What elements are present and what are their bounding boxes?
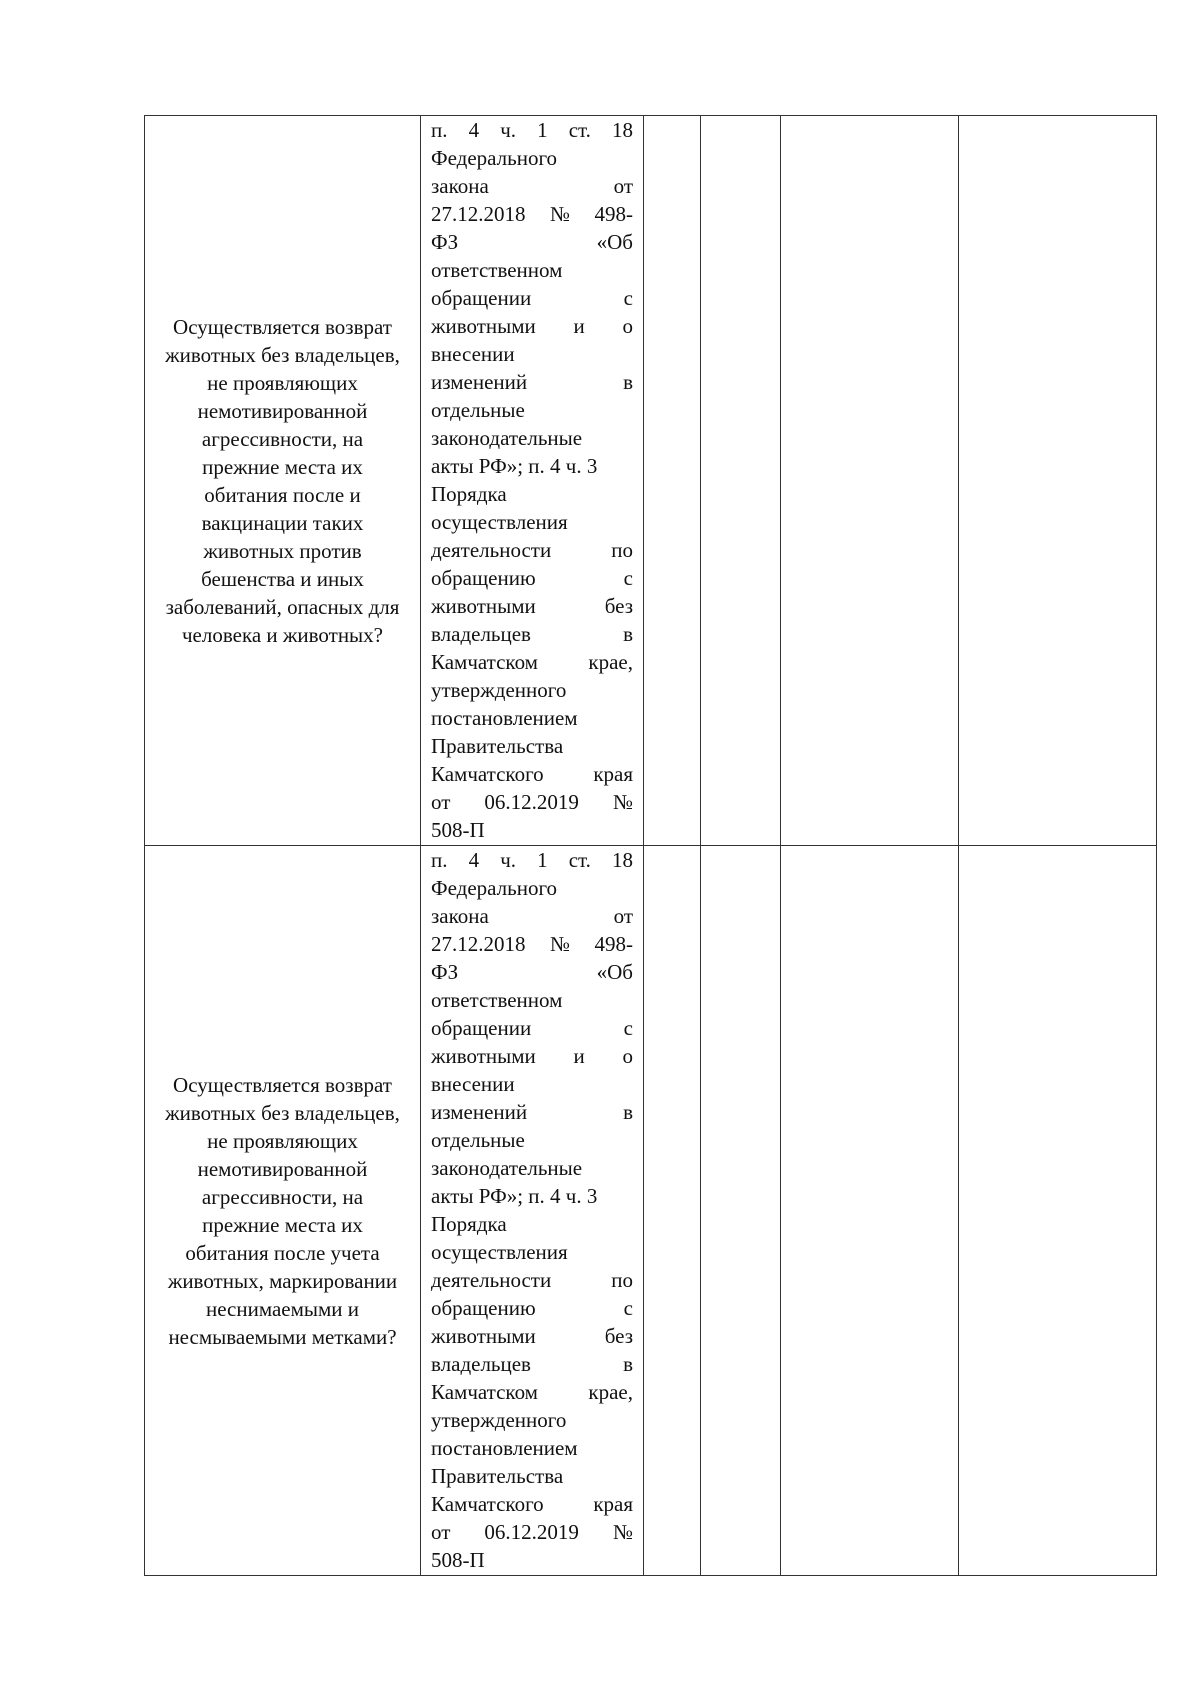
legal-basis-word: законодательные — [431, 426, 583, 450]
legal-basis-word: 18 — [611, 118, 633, 142]
legal-basis-word: Камчатского — [431, 762, 544, 786]
legal-basis-word: утвержденного — [431, 678, 567, 702]
legal-basis-line — [431, 536, 633, 564]
legal-basis-word: Правительства — [431, 734, 564, 758]
legal-basis-word: ч. — [500, 118, 516, 142]
legal-basis-word: № — [612, 1520, 633, 1544]
legal-basis-line — [431, 312, 633, 340]
legal-basis-line — [431, 1350, 633, 1378]
legal-basis-line — [431, 1462, 633, 1490]
legal-basis-word: и — [573, 314, 585, 338]
legal-basis-word: о — [622, 1044, 633, 1068]
legal-basis-line — [431, 200, 633, 228]
legal-basis-word: в — [623, 370, 633, 394]
legal-basis-word: 27.12.2018 — [431, 202, 526, 226]
legal-basis-word: ст. — [568, 118, 591, 142]
note-cell — [959, 116, 1157, 846]
legal-basis-word: с — [623, 286, 633, 310]
legal-basis-line — [431, 1266, 633, 1294]
legal-basis-line — [431, 396, 633, 424]
checklist-table — [144, 115, 1157, 1576]
question-cell: Осуществляется возврат животных без владельцев, не проявляющих немотивированной агрессивности, на прежние места их обитания после учета животных, маркировании неснимаемыми и несмываемыми метками? — [145, 846, 421, 1576]
legal-basis-word: Порядка — [431, 1212, 507, 1236]
legal-basis-word: 18 — [611, 848, 633, 872]
legal-basis-line — [431, 564, 633, 592]
legal-basis-line — [431, 1210, 633, 1238]
legal-basis-word: обращении — [431, 1016, 532, 1040]
legal-basis-word: 27.12.2018 — [431, 932, 526, 956]
answer-yes-cell — [644, 116, 701, 846]
legal-basis-word: 498- — [594, 932, 633, 956]
legal-basis-line — [431, 340, 633, 368]
legal-basis-word: обращению — [431, 1296, 536, 1320]
legal-basis-word: постановлением — [431, 1436, 578, 1460]
legal-basis-word: закона — [431, 904, 489, 928]
note-cell — [959, 846, 1157, 1576]
legal-basis-word: и — [573, 1044, 585, 1068]
legal-basis-word: с — [623, 1296, 633, 1320]
legal-basis-line — [431, 144, 633, 172]
legal-basis-line — [431, 1182, 633, 1210]
legal-basis-line — [431, 620, 633, 648]
legal-basis-word: Камчатском — [431, 650, 538, 674]
legal-basis-word: ответственном — [431, 988, 563, 1012]
legal-basis-word: без — [604, 1324, 633, 1348]
legal-basis-word: изменений — [431, 1100, 528, 1124]
not-applicable-cell — [781, 116, 959, 846]
legal-basis-line — [431, 172, 633, 200]
legal-basis-word: п. — [431, 848, 448, 872]
table-row — [145, 846, 1157, 1576]
legal-basis-word: закона — [431, 174, 489, 198]
legal-basis-word: края — [593, 1492, 633, 1516]
legal-basis-word: владельцев — [431, 622, 531, 646]
legal-basis-line — [431, 1546, 633, 1574]
legal-basis-line — [431, 368, 633, 396]
legal-basis-word: ФЗ — [431, 230, 459, 254]
legal-basis-line — [431, 648, 633, 676]
legal-basis-word: законодательные — [431, 1156, 583, 1180]
legal-basis-word: по — [611, 1268, 633, 1292]
legal-basis-word: изменений — [431, 370, 528, 394]
legal-basis-line — [431, 1070, 633, 1098]
legal-basis-line — [431, 732, 633, 760]
legal-basis-line — [431, 1014, 633, 1042]
legal-basis-word: «Об — [596, 960, 633, 984]
legal-basis-line — [431, 704, 633, 732]
answer-no-cell — [701, 846, 781, 1576]
legal-basis-word: обращении — [431, 286, 532, 310]
legal-basis-word: осуществления — [431, 1240, 568, 1264]
legal-basis-line — [431, 592, 633, 620]
legal-basis-word: 4 — [468, 118, 480, 142]
legal-basis-word: крае, — [588, 1380, 633, 1404]
legal-basis-word: животными — [431, 1044, 536, 1068]
legal-basis-line — [431, 1322, 633, 1350]
legal-basis-line — [431, 424, 633, 452]
answer-no-cell — [701, 116, 781, 846]
legal-basis-line — [431, 1378, 633, 1406]
legal-basis-word: без — [604, 594, 633, 618]
legal-basis-word: 06.12.2019 — [484, 790, 579, 814]
legal-basis-line — [431, 1154, 633, 1182]
legal-basis-line — [431, 930, 633, 958]
legal-basis-line — [431, 1406, 633, 1434]
legal-basis-word: о — [622, 314, 633, 338]
legal-basis-cell — [421, 846, 644, 1576]
legal-basis-line — [431, 284, 633, 312]
legal-basis-word: владельцев — [431, 1352, 531, 1376]
legal-basis-word: крае, — [588, 650, 633, 674]
not-applicable-cell — [781, 846, 959, 1576]
legal-basis-word: ФЗ — [431, 960, 459, 984]
legal-basis-word: № — [549, 932, 571, 956]
legal-basis-word: животными — [431, 594, 536, 618]
legal-basis-word: осуществления — [431, 510, 568, 534]
legal-basis-word: 06.12.2019 — [484, 1520, 579, 1544]
legal-basis-word: от — [613, 174, 633, 198]
legal-basis-word: по — [611, 538, 633, 562]
legal-basis-line — [431, 256, 633, 284]
legal-basis-word: Правительства — [431, 1464, 564, 1488]
legal-basis-line — [431, 958, 633, 986]
legal-basis-word: п. — [431, 118, 448, 142]
legal-basis-line — [431, 676, 633, 704]
legal-basis-word: внесении — [431, 342, 515, 366]
legal-basis-word: утвержденного — [431, 1408, 567, 1432]
legal-basis-line — [431, 452, 633, 480]
legal-basis-line — [431, 846, 633, 874]
legal-basis-word: края — [593, 762, 633, 786]
legal-basis-word: «Об — [596, 230, 633, 254]
legal-basis-word: 508-П — [431, 818, 485, 842]
legal-basis-word: от — [613, 904, 633, 928]
legal-basis-line — [431, 1434, 633, 1462]
legal-basis-word: животными — [431, 1324, 536, 1348]
legal-basis-word: 498- — [594, 202, 633, 226]
answer-yes-cell — [644, 846, 701, 1576]
legal-basis-word: Камчатского — [431, 1492, 544, 1516]
table-row — [145, 116, 1157, 846]
legal-basis-line — [431, 480, 633, 508]
legal-basis-line — [431, 116, 633, 144]
legal-basis-word: ст. — [568, 848, 591, 872]
legal-basis-line — [431, 816, 633, 844]
legal-basis-line — [431, 1518, 633, 1546]
legal-basis-word: животными — [431, 314, 536, 338]
legal-basis-word: с — [623, 566, 633, 590]
legal-basis-word: постановлением — [431, 706, 578, 730]
legal-basis-line — [431, 228, 633, 256]
legal-basis-word: от — [431, 790, 451, 814]
legal-basis-word: 1 — [537, 118, 548, 142]
legal-basis-word: Федерального — [431, 876, 558, 900]
legal-basis-word: деятельности — [431, 538, 552, 562]
legal-basis-line — [431, 760, 633, 788]
legal-basis-word: 1 — [537, 848, 548, 872]
legal-basis-line — [431, 1294, 633, 1322]
legal-basis-word: № — [549, 202, 571, 226]
legal-basis-word: ч. — [500, 848, 516, 872]
legal-basis-line — [431, 1098, 633, 1126]
legal-basis-word: ответственном — [431, 258, 563, 282]
legal-basis-word: внесении — [431, 1072, 515, 1096]
legal-basis-word: в — [623, 622, 633, 646]
legal-basis-word: отдельные — [431, 398, 525, 422]
legal-basis-line — [431, 508, 633, 536]
legal-basis-word: в — [623, 1352, 633, 1376]
legal-basis-line — [431, 902, 633, 930]
legal-basis-word: акты РФ»; п. 4 ч. 3 — [431, 454, 598, 478]
legal-basis-word: с — [623, 1016, 633, 1040]
legal-basis-word: Камчатском — [431, 1380, 538, 1404]
legal-basis-line — [431, 1490, 633, 1518]
legal-basis-line — [431, 1126, 633, 1154]
legal-basis-line — [431, 1238, 633, 1266]
question-cell: Осуществляется возврат животных без владельцев, не проявляющих немотивированной агрессивности, на прежние места их обитания после и вакцинации таких животных против бешенства и иных заболеваний, опасных для человека и животных? — [145, 116, 421, 846]
legal-basis-word: 508-П — [431, 1548, 485, 1572]
legal-basis-word: обращению — [431, 566, 536, 590]
legal-basis-word: № — [612, 790, 633, 814]
legal-basis-line — [431, 1042, 633, 1070]
legal-basis-cell — [421, 116, 644, 846]
legal-basis-word: деятельности — [431, 1268, 552, 1292]
legal-basis-word: отдельные — [431, 1128, 525, 1152]
legal-basis-word: в — [623, 1100, 633, 1124]
legal-basis-word: Порядка — [431, 482, 507, 506]
legal-basis-line — [431, 986, 633, 1014]
legal-basis-line — [431, 874, 633, 902]
legal-basis-word: акты РФ»; п. 4 ч. 3 — [431, 1184, 598, 1208]
legal-basis-word: 4 — [468, 848, 480, 872]
legal-basis-word: Федерального — [431, 146, 558, 170]
legal-basis-line — [431, 788, 633, 816]
legal-basis-word: от — [431, 1520, 451, 1544]
